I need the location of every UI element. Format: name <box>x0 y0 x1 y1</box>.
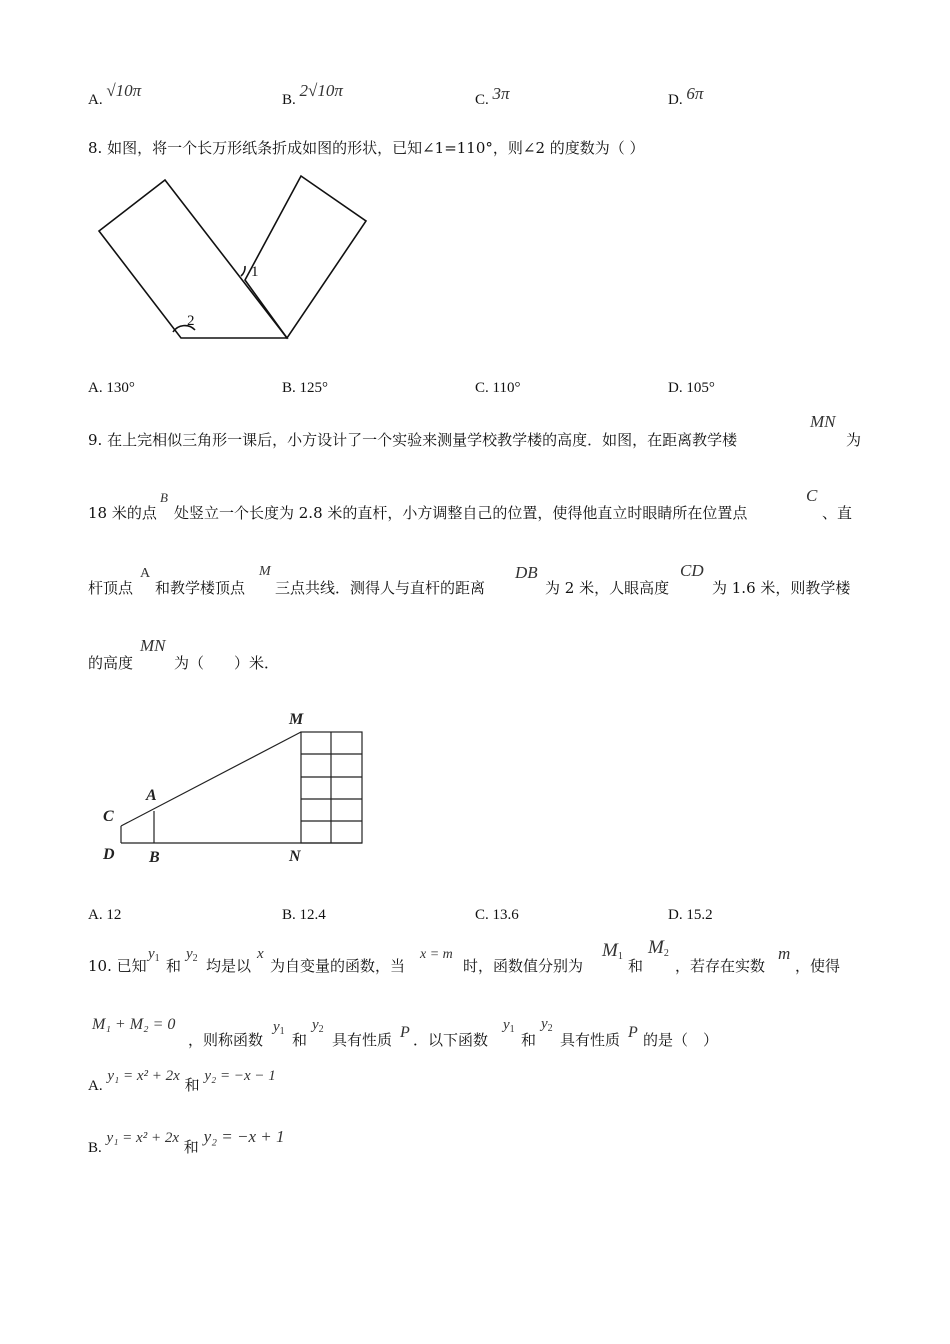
q9-label-c: C <box>103 808 114 825</box>
q9-figure <box>95 704 375 870</box>
q9-mn-2: MN <box>140 636 166 655</box>
q8-option-a[interactable]: A. 130° <box>88 380 135 396</box>
q9-line3-a: 杆顶点 <box>88 579 134 597</box>
q10-y2-c: $y_2$ <box>541 1016 553 1034</box>
q8-option-c[interactable]: C. 110° <box>475 380 521 396</box>
q8-option-b[interactable]: B. 125° <box>282 380 329 396</box>
q10-line2-g: 的是（ ） <box>643 1031 719 1049</box>
q10-y2-a: $y_2$ <box>186 946 198 964</box>
q10-m: m <box>778 944 791 963</box>
q9-option-d[interactable]: D. 15.2 <box>668 907 713 923</box>
q9-line3-d: 为 2 米，人眼高度 <box>545 579 670 597</box>
q10-line2-b: 和 <box>292 1031 308 1049</box>
q10-line2-f: 具有性质 <box>560 1031 621 1049</box>
q9-line1-end: 为 <box>846 431 862 449</box>
q10-y2-b: $y_2$ <box>312 1017 324 1035</box>
q9-label-b: B <box>149 849 160 866</box>
q9-line4-a: 的高度 <box>88 654 134 672</box>
q10-line1-e: 时，函数值分别为 <box>463 957 584 975</box>
q9-line3-c: 三点共线．测得人与直杆的距离 <box>275 579 486 597</box>
q9-line3-b: 和教学楼顶点 <box>155 579 246 597</box>
q10-line1-b: 和 <box>166 957 182 975</box>
q8-angle2-label: 2 <box>187 313 195 329</box>
q10-p-1: P <box>400 1024 410 1041</box>
q9-line1: 9. 在上完相似三角形一课后，小方设计了一个实验来测量学校教学楼的高度．如图，在距离教学楼 <box>88 431 738 449</box>
q9-label-n: N <box>289 848 301 865</box>
q10-y1-b: $y_1$ <box>273 1019 285 1037</box>
q10-option-a[interactable]: A. y₁ = x² + 2x 和 y₂ = −x − 1 <box>88 1068 276 1094</box>
q9-line2-start: 18 米的点 <box>88 504 157 522</box>
q10-y1-c: $y_1$ <box>503 1017 515 1035</box>
q9-line3-e: 为 1.6 米，则教学楼 <box>712 579 851 597</box>
q10-m1: $M_1$ <box>602 940 623 962</box>
q8-option-d[interactable]: D. 105° <box>668 380 715 396</box>
q9-b-1: B <box>160 490 168 505</box>
q10-line1-c: 均是以 <box>206 957 252 975</box>
q7-option-c-expr: 3π <box>492 84 510 103</box>
q8-strip-right <box>245 176 366 338</box>
q10-x: x <box>257 946 264 962</box>
q9-db: DB <box>515 563 538 582</box>
q7-option-c[interactable]: C. 3π <box>475 84 510 108</box>
q10-p-2: P <box>628 1024 638 1041</box>
q10-line2-d: ．以下函数 <box>413 1031 489 1049</box>
q7-option-b[interactable]: B. 2√10π <box>282 81 343 108</box>
q8-stem: 8. 如图，将一个长万形纸条折成如图的形状，已知∠1=110°，则∠2 的度数为（ ） <box>88 139 645 157</box>
q8-angle1-arc <box>241 266 245 276</box>
q9-line2-end: 、直 <box>822 504 853 522</box>
q10-line2-c: 具有性质 <box>332 1031 393 1049</box>
q10-m2: $M_2$ <box>648 937 669 959</box>
q10-x-eq-m: x = m <box>420 947 453 962</box>
q9-c-1: C <box>806 486 818 505</box>
q7-option-d-expr: 6π <box>686 84 704 103</box>
q10-line1-f: 和 <box>628 957 644 975</box>
q10-line1-d: 为自变量的函数，当 <box>270 957 406 975</box>
q8-figure <box>95 172 375 344</box>
q9-option-c[interactable]: C. 13.6 <box>475 907 519 923</box>
q9-label-d: D <box>103 846 115 863</box>
q9-sightline <box>121 732 301 826</box>
q10-option-b[interactable]: B. y₁ = x² + 2x 和 y₂ = −x + 1 <box>88 1127 285 1156</box>
q10-line1-h: ，使得 <box>795 957 841 975</box>
q9-option-b[interactable]: B. 12.4 <box>282 907 326 923</box>
q10-line2-e: 和 <box>521 1031 537 1049</box>
q10-line2-a: ，则称函数 <box>188 1031 264 1049</box>
q9-m-1: M <box>259 564 271 579</box>
q10-condition: M₁ + M₂ = 0 <box>92 1016 176 1033</box>
q9-a-1: A <box>140 566 151 581</box>
q7-option-d[interactable]: D. 6π <box>668 84 704 108</box>
q10-line1-a: 10. 已知 <box>88 957 147 975</box>
q7-option-b-expr: 2√10π <box>299 81 343 100</box>
q9-label-a: A <box>146 787 157 804</box>
q10-line1-g: ，若存在实数 <box>675 957 766 975</box>
q9-line2-mid: 处竖立一个长度为 2.8 米的直杆，小方调整自己的位置，使得他直立时眼睛所在位置点 <box>174 504 748 522</box>
q7-option-a-expr: √10π <box>106 81 142 100</box>
q9-line4-b: 为（ ）米． <box>174 654 280 672</box>
q9-option-a[interactable]: A. 12 <box>88 907 122 923</box>
q10-y1-a: $y_1$ <box>148 946 160 964</box>
q7-option-a[interactable]: A. √10π <box>88 81 142 108</box>
q9-label-m: M <box>289 711 304 728</box>
q9-mn-1: MN <box>810 412 836 431</box>
q9-cd: CD <box>680 561 704 580</box>
q8-angle1-label: 1 <box>251 264 259 280</box>
